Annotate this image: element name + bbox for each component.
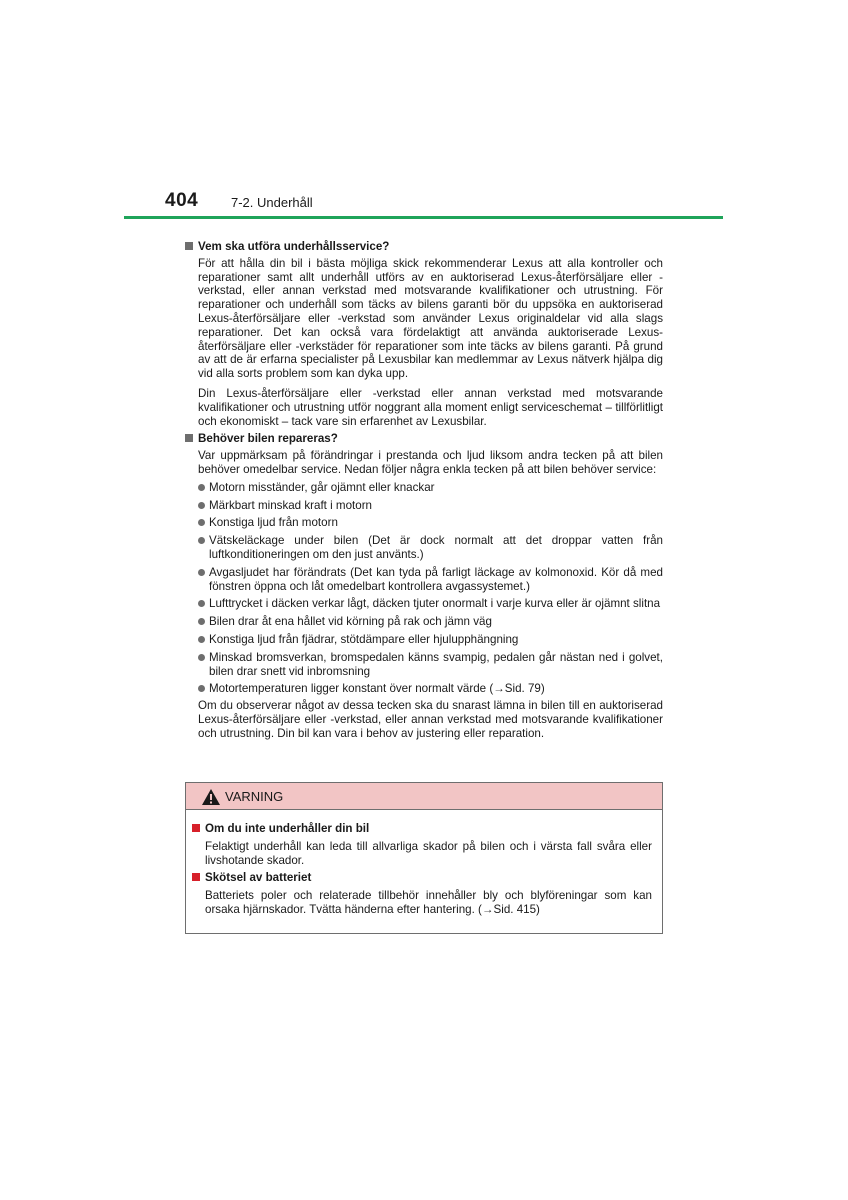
- list-item: Motorn misständer, går ojämnt eller knackar: [198, 481, 663, 495]
- warning-triangle-icon: [201, 788, 221, 811]
- list-item: Bilen drar åt ena hållet vid körning på rak och jämn väg: [198, 615, 663, 629]
- bullet-dot-icon: [198, 484, 205, 491]
- section-title: 7-2. Underhåll: [231, 195, 313, 210]
- list-item: Konstiga ljud från fjädrar, stötdämpare eller hjulupphängning: [198, 633, 663, 647]
- bullet-dot-icon: [198, 636, 205, 643]
- bullet-dot-icon: [198, 685, 205, 692]
- square-bullet-icon: [185, 242, 193, 250]
- warning-header: [186, 783, 662, 810]
- paragraph: Var uppmärksam på förändringar i prestanda och ljud liksom andra tecken på att bilen behöver omedelbar service. Nedan följer några enkla tecken på att bilen behöver service:: [198, 449, 663, 476]
- main-content: [185, 238, 663, 741]
- paragraph: Om du observerar något av dessa tecken ska du snarast lämna in bilen till en auktoriserad Lexus-återförsäljare eller -verkstad, eller annan verkstad med motsvarande kvalifikationer och utrustning. Din bil kan vara i behov av justering eller reparation.: [198, 699, 663, 740]
- bullet-dot-icon: [198, 654, 205, 661]
- list-item: Vätskeläckage under bilen (Det är dock normalt att det droppar vatten från luftkonditioneringen om den just använts.): [198, 534, 663, 562]
- bullet-dot-icon: [198, 519, 205, 526]
- section-heading: Vem ska utföra underhållsservice?: [185, 240, 663, 254]
- list-item: Konstiga ljud från motorn: [198, 516, 663, 530]
- bullet-dot-icon: [198, 569, 205, 576]
- page-number: 404: [165, 190, 199, 211]
- warning-body: [186, 810, 662, 917]
- section-heading: Behöver bilen repareras?: [185, 432, 663, 446]
- bullet-dot-icon: [198, 600, 205, 607]
- page-header: [163, 188, 723, 218]
- warning-heading: Om du inte underhåller din bil: [192, 822, 652, 836]
- red-square-icon: [192, 873, 200, 881]
- bullet-dot-icon: [198, 537, 205, 544]
- warning-heading: Skötsel av batteriet: [192, 871, 652, 885]
- list-item: Märkbart minskad kraft i motorn: [198, 499, 663, 513]
- red-square-icon: [192, 824, 200, 832]
- list-item: Motortemperaturen ligger konstant över normalt värde (→Sid. 79): [198, 682, 663, 696]
- list-item: Lufttrycket i däcken verkar lågt, däcken tjuter onormalt i varje kurva eller är ojämnt slitna: [198, 597, 663, 611]
- warning-text: Batteriets poler och relaterade tillbehör innehåller bly och blyföreningar som kan orsaka hjärnskador. Tvätta händerna efter hantering. (→Sid. 415): [205, 889, 652, 916]
- list-item: Minskad bromsverkan, bromspedalen känns svampig, pedalen går nästan ned i golvet, bilen drar snett vid inbromsning: [198, 651, 663, 679]
- warning-box: [185, 782, 663, 934]
- list-item: Avgasljudet har förändrats (Det kan tyda på farligt läckage av kolmonoxid. Kör då med fönstren öppna och låt omedelbart kontrollera avgassystemet.): [198, 566, 663, 594]
- paragraph: Din Lexus-återförsäljare eller -verkstad eller annan verkstad med motsvarande kvalifikationer och utrustning utför noggrant alla moment enligt serviceschemat – tillförlitligt och ekonomiskt – tack vare sin erfarenhet av Lexusbilar.: [198, 386, 663, 428]
- square-bullet-icon: [185, 434, 193, 442]
- bullet-dot-icon: [198, 618, 205, 625]
- warning-title: VARNING: [225, 789, 284, 804]
- header-divider: [124, 216, 723, 219]
- paragraph: För att hålla din bil i bästa möjliga skick rekommenderar Lexus att alla kontroller och reparationer samt allt underhåll utförs av en auktoriserad Lexus-återförsäljare eller -verkstad, eller annan verkstad med motsvarande kvalifikationer och utrustning. För reparationer och underhåll som täcks av bilens garanti bör du uppsöka en auktoriserad Lexus-återförsäljare eller -verkstad som använder Lexus originaldelar vid alla slags reparationer. Det kan också vara fördelaktigt att använda auktoriserade Lexus-återförsäljare eller -verkstäder för reparationer som inte täcks av bilens garanti. På grund av att de är erfarna specialister på Lexusbilar kan medlemmar av Lexus nätverk hjälpa dig vid alla sorts problem som kan dyka upp.: [198, 256, 663, 381]
- warning-text: Felaktigt underhåll kan leda till allvarliga skador på bilen och i värsta fall svåra eller livshotande skador.: [205, 839, 652, 867]
- bullet-dot-icon: [198, 502, 205, 509]
